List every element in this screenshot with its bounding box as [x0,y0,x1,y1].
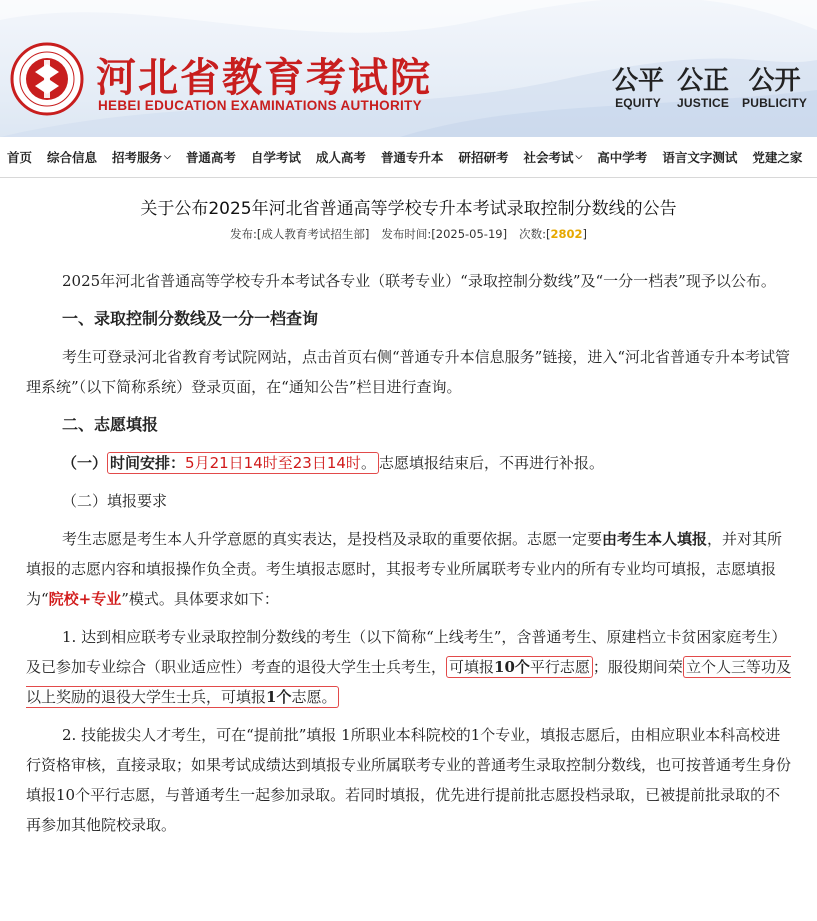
site-title-en: HEBEI EDUCATION EXAMINATIONS AUTHORITY [98,98,422,113]
emphasis-self-fill: 由考生本人填报 [602,530,708,548]
motto-en: EQUITY [615,96,661,110]
nav-item-exam-service[interactable] [112,148,171,166]
nav-item-highschool-test[interactable] [597,148,647,166]
text-run: 考生志愿是考生本人升学意愿的真实表达，是投档及录取的重要依据。志愿一定要 [62,530,603,548]
nav-item-general-info[interactable] [47,148,97,166]
text-run: 1. 达到相应联考专业录取控制分数线的考生（以下简称“上线考生”，含普通考生、原建档立卡贫困家庭考生）及已参加专业综合（职业适应性）考查的退役大学生士兵考生， [26,628,787,676]
text-run: ”模式。具体要求如下： [121,590,279,608]
highlight-box-time [107,452,379,474]
chevron-down-icon: ⌵ [164,152,171,162]
site-header [0,0,817,137]
emphasis-mode: 院校+专业 [48,590,122,608]
article-meta: 发布:[成人教育考试招生部] 发布时间:[2025-05-19] 次数:[2802] [230,227,587,241]
nav-item-label: 高中学考 [597,150,648,165]
nav-item-label: 成人高考 [315,150,366,165]
site-title-cn: 河北省教育考试院 [96,55,432,101]
motto-cn: 公正 [677,66,730,96]
text-run: 可填报 [449,658,495,676]
nav-item-home[interactable] [7,148,32,166]
subsection-number: （一） [62,454,108,472]
emphasis-count: 10个 [494,658,530,676]
publisher-value: [成人教育考试招生部] [256,227,370,241]
text-run: 立个人三等功及以上奖励的退役大学生士兵，可填报 [26,658,791,706]
view-count-value: 2802 [550,227,583,241]
nav-item-label: 招考服务 [112,150,163,165]
nav-item-self-study[interactable] [251,148,301,166]
nav-item-label: 语言文字测试 [662,150,738,165]
nav-item-label: 社会考试 [523,150,574,165]
publish-time-label: 发布时间: [381,227,432,241]
text-run: ；服役期间荣 [592,658,683,676]
publish-time-value: [2025-05-19] [431,227,508,241]
nav-item-social-exam[interactable] [523,148,582,166]
emphasis-count: 1个 [266,688,292,706]
nav-item-label: 普通高考 [185,150,236,165]
text-run: ，并对其所填报的志愿内容和填报操作负全责。考生填报志愿时，其报考专业所属联考专业内的所有专业均可填报，志愿填报为“ [26,530,783,608]
nav-item-label: 自学考试 [250,150,301,165]
motto-publicity [742,66,807,110]
nav-item-label: 综合信息 [47,150,98,165]
section-heading: 一、录取控制分数线及一分一档查询 [62,309,319,328]
highlight-box-parallel [446,656,593,678]
chevron-down-icon: ⌵ [575,152,583,162]
motto-equity [612,66,664,110]
text-run: 志愿。 [291,688,337,706]
time-note: 志愿填报结束后，不再进行补报。 [378,454,604,472]
section1-paragraph: 考生可登录河北省教育考试院网站，点击首页右侧“普通专升本信息服务”链接，进入“河北省普通专升本考试管理系统”（以下简称系统）登录页面，在“通知公告”栏目进行查询。 [26,348,791,396]
nav-item-language-test[interactable] [662,148,737,166]
view-count-label: 次数: [519,227,546,241]
publisher-label: 发布: [230,227,257,241]
requirements-heading: （二）填报要求 [62,492,168,510]
nav-item-label: 研招研考 [458,150,509,165]
nav-item-label: 普通专升本 [380,150,444,165]
time-label: 时间安排： [110,454,186,472]
nav-item-label: 首页 [7,150,33,165]
nav-item-adult-exam[interactable] [316,148,366,166]
logo-emblem [10,42,84,116]
requirements-paragraph [26,524,791,614]
nav-item-party[interactable] [752,148,802,166]
intro-paragraph: 2025年河北省普通高等学校专升本考试各专业（联考专业）“录取控制分数线”及“一分一档表”现予以公布。 [62,272,776,290]
motto-justice [677,66,729,110]
motto-cn: 公平 [612,66,665,96]
motto-en: JUSTICE [677,96,730,110]
time-end: 。 [360,454,376,472]
section-heading: 二、志愿填报 [62,415,159,434]
motto-en: PUBLICITY [742,96,808,110]
nav-item-upgrade-exam[interactable] [381,148,444,166]
article-body [0,266,817,840]
motto-cn: 公开 [748,66,801,96]
main-nav [0,137,817,178]
nav-item-label: 党建之家 [752,150,803,165]
nav-item-postgrad[interactable] [458,148,508,166]
requirement-item-2: 2. 技能拔尖人才考生，可在“提前批”填报 1所职业本科院校的1个专业，填报志愿后，由相应职业本科高校进行资格审核，直接录取；如果考试成绩达到填报专业所属联考专业的普通考生录取控制分数线，也可按普通考生身份填报10个平行志愿，与普通考生一起参加录取。若同时填报，优先进行提前批志愿投档录取，已被提前批录取的不再参加其他院校录取。 [26,726,792,834]
article-title: 关于公布2025年河北省普通高等学校专升本考试录取控制分数线的公告 [140,199,677,219]
nav-item-gaokao[interactable] [186,148,236,166]
time-value: 5月21日14时至23日14时 [185,454,361,472]
time-arrangement-paragraph [26,448,791,478]
text-run: 平行志愿 [529,658,590,676]
requirement-item-1 [26,622,791,712]
